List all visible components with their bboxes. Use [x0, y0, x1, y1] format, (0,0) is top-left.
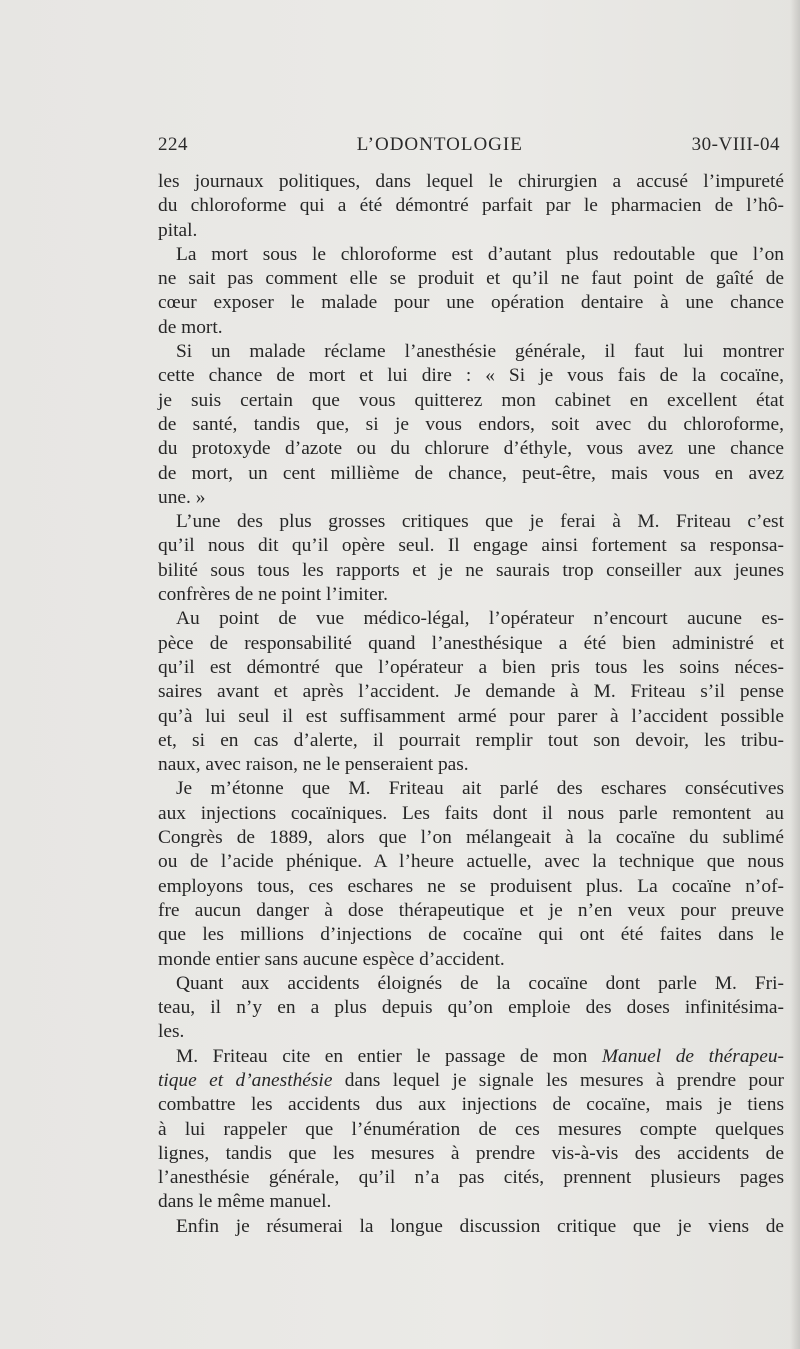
- text-line: teau, il n’y en a plus depuis qu’on emploie des doses infinitésima-: [158, 997, 784, 1019]
- running-head: [158, 134, 780, 156]
- text-line: ne sait pas comment elle se produit et qu’il ne faut point de gaîté de: [158, 268, 784, 290]
- text-line: du protoxyde d’azote ou du chlorure d’éthyle, vous avez une chance: [158, 438, 784, 460]
- text-line: qu’il nous dit qu’il opère seul. Il engage ainsi fortement sa responsa-: [158, 535, 784, 557]
- text-line: l’anesthésie générale, qu’il n’a pas cités, prennent plusieurs pages: [158, 1167, 784, 1189]
- text-line: Au point de vue médico-légal, l’opérateur n’encourt aucune es-: [176, 608, 784, 630]
- text-line: et, si en cas d’alerte, il pourrait remplir tout son devoir, les tribu-: [158, 729, 784, 751]
- text-line: employons tous, ces eschares ne se produisent plus. La cocaïne n’of-: [158, 875, 784, 897]
- text-line: ou de l’acide phénique. A l’heure actuelle, avec la technique que nous: [158, 851, 784, 873]
- body-text: [158, 170, 784, 1239]
- page-number: 224: [158, 134, 188, 155]
- page-gutter-shadow: [790, 0, 800, 1349]
- text-line: combattre les accidents dus aux injections de cocaïne, mais je tiens: [158, 1094, 784, 1116]
- text-line: pital.: [158, 219, 198, 241]
- text-line: L’une des plus grosses critiques que je ferai à M. Friteau c’est: [176, 511, 784, 533]
- text-line: bilité sous tous les rapports et je ne saurais trop conseiller aux jeunes: [158, 559, 784, 581]
- text-line: de santé, tandis que, si je vous endors, soit avec du chloroforme,: [158, 413, 784, 435]
- text-line: M. Friteau cite en entier le passage de mon Manuel de thérapeu-: [176, 1045, 784, 1067]
- text-line: cœur exposer le malade pour une opération dentaire à une chance: [158, 292, 784, 314]
- text-line: naux, avec raison, ne le penseraient pas.: [158, 754, 469, 776]
- text-line: saires avant et après l’accident. Je demande à M. Friteau s’il pense: [158, 681, 784, 703]
- text-line: qu’il est démontré que l’opérateur a bien pris tous les soins néces-: [158, 656, 784, 678]
- text-line: fre aucun danger à dose thérapeutique et je n’en veux pour preuve: [158, 899, 784, 921]
- text-line: les journaux politiques, dans lequel le chirurgien a accusé l’impureté: [158, 171, 784, 192]
- text-line: je suis certain que vous quitterez mon cabinet en excellent état: [158, 389, 784, 411]
- text-line: à lui rappeler que l’énumération de ces mesures compte quelques: [158, 1118, 784, 1140]
- text-line: tique et d’anesthésie dans lequel je signale les mesures à prendre pour: [158, 1069, 784, 1091]
- text-line: pèce de responsabilité quand l’anesthésique a été bien administré et: [158, 632, 784, 654]
- text-line: Je m’étonne que M. Friteau ait parlé des eschares consécutives: [176, 778, 784, 800]
- text-line: lignes, tandis que les mesures à prendre vis-à-vis des accidents de: [158, 1142, 784, 1164]
- text-line: du chloroforme qui a été démontré parfait par le pharmacien de l’hô-: [158, 195, 784, 217]
- text-line: Si un malade réclame l’anesthésie générale, il faut lui montrer: [176, 341, 784, 363]
- text-line: une. »: [158, 486, 206, 508]
- issue-date: 30-VIII-04: [691, 134, 780, 155]
- text-line: Quant aux accidents éloignés de la cocaïne dont parle M. Fri-: [176, 972, 784, 994]
- text-line: les.: [158, 1021, 185, 1043]
- text-line: de mort, un cent millième de chance, peut-être, mais vous en avez: [158, 462, 784, 484]
- text-line: confrères de ne point l’imiter.: [158, 584, 388, 606]
- text-line: dans le même manuel.: [158, 1191, 332, 1213]
- text-line: Enfin je résumerai la longue discussion critique que je viens de: [176, 1215, 784, 1237]
- text-line: monde entier sans aucune espèce d’accident.: [158, 948, 505, 970]
- text-line: Congrès de 1889, alors que l’on mélangeait à la cocaïne du sublimé: [158, 827, 784, 849]
- text-line: que les millions d’injections de cocaïne qui ont été faites dans le: [158, 924, 784, 946]
- text-line: de mort.: [158, 316, 223, 338]
- text-line: La mort sous le chloroforme est d’autant plus redoutable que l’on: [176, 243, 784, 265]
- text-line: aux injections cocaïniques. Les faits dont il nous parle remontent au: [158, 802, 784, 824]
- journal-title: L’ODONTOLOGIE: [356, 134, 523, 155]
- text-line: cette chance de mort et lui dire : « Si je vous fais de la cocaïne,: [158, 365, 784, 387]
- text-line: qu’à lui seul il est suffisamment armé pour parer à l’accident possible: [158, 705, 784, 727]
